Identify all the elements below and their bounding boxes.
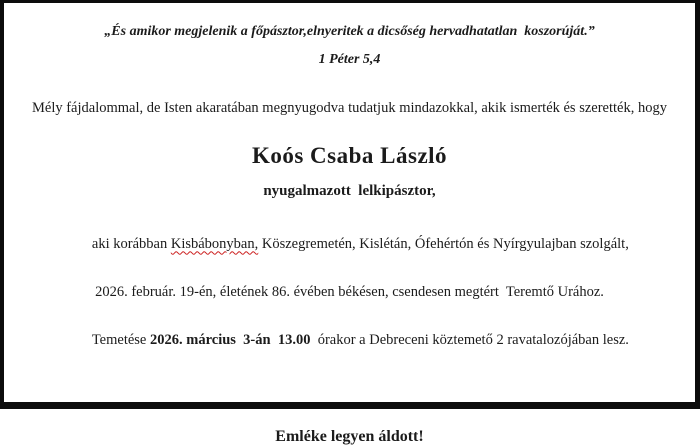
service-history-prefix: aki korábban: [91, 235, 171, 252]
death-date-line: 2026. február. 19-én, életének 86. évében békésen, csendesen megtért Teremtő Urához.: [95, 283, 604, 300]
funeral-datetime: 2026. március 3-án 13.00: [150, 331, 311, 348]
scripture-quote: „És amikor megjelenik a főpásztor,elnyeritek a dicsőség hervadhatatlan koszorúját.”: [104, 24, 595, 39]
misspelled-word: Kisbábonyban,: [170, 235, 259, 252]
funeral-info-line: [4, 304, 695, 376]
closing-blessing: Emléke legyen áldott!: [275, 427, 424, 445]
funeral-info-suffix: órakor a Debreceni köztemető 2 ravatalozójában lesz.: [310, 331, 629, 348]
deceased-name: Koós Csaba László: [251, 143, 448, 169]
scripture-reference: 1 Péter 5,4: [318, 51, 381, 67]
service-history-suffix: Köszegremetén, Kislétán, Ófehértón és Nyírgyulajban szolgált,: [258, 235, 629, 252]
announcement-intro: Mély fájdalommal, de Isten akaratában megnyugodva tudatjuk mindazokkal, akik ismerték és szerették, hogy: [32, 100, 667, 116]
service-history-line: [4, 208, 695, 280]
deceased-title: nyugalmazott lelkipásztor,: [263, 182, 436, 199]
notice-details: [4, 208, 695, 376]
funeral-info-prefix: Temetése: [91, 331, 150, 348]
